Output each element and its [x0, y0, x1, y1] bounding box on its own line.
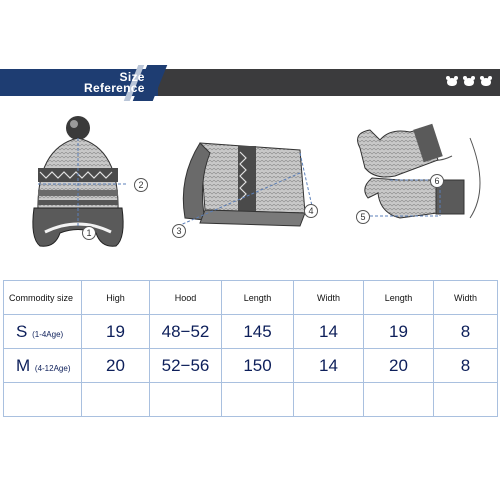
marker-hat-1: 1: [82, 226, 96, 240]
product-drawings: [0, 108, 500, 258]
table-header-row: [4, 281, 498, 315]
cell-scarf-width: 14: [294, 315, 364, 349]
header-scarf-width: Width: [294, 281, 364, 315]
cell-high: 20: [82, 349, 150, 383]
empty-cell: [434, 383, 498, 417]
size-table: [3, 280, 498, 417]
marker-mitten-6: 6: [430, 174, 444, 188]
marker-scarf-3: 3: [172, 224, 186, 238]
empty-cell: [364, 383, 434, 417]
bear-icon: [446, 76, 458, 86]
header-high: High: [82, 281, 150, 315]
empty-cell: [294, 383, 364, 417]
table-row: [4, 349, 498, 383]
size-reference-banner: [0, 69, 500, 96]
header-mitten-length: Length: [364, 281, 434, 315]
banner-title-line2: Reference: [84, 81, 145, 95]
empty-cell: [82, 383, 150, 417]
empty-cell: [222, 383, 294, 417]
cell-mitten-width: 8: [434, 349, 498, 383]
marker-mitten-5: 5: [356, 210, 370, 224]
cell-scarf-width: 14: [294, 349, 364, 383]
cell-hood: 52−56: [150, 349, 222, 383]
cell-scarf-length: 150: [222, 349, 294, 383]
banner-title-line1: Size: [119, 70, 145, 84]
empty-cell: [4, 383, 82, 417]
cell-mitten-length: 20: [364, 349, 434, 383]
header-scarf-length: Length: [222, 281, 294, 315]
size-code: S: [16, 321, 28, 341]
product-illustrations: [0, 108, 500, 258]
mittens-illustration: [358, 124, 480, 218]
header-hood: Hood: [150, 281, 222, 315]
empty-cell: [150, 383, 222, 417]
bear-icon: [463, 76, 475, 86]
scarf-illustration: [178, 143, 312, 226]
marker-scarf-4: 4: [304, 204, 318, 218]
size-code: M: [16, 355, 31, 375]
header-mitten-width: Width: [434, 281, 498, 315]
header-commodity-size: Commodity size: [4, 281, 82, 315]
marker-hat-2: 2: [134, 178, 148, 192]
age-range: (1-4Age): [32, 329, 64, 339]
cell-scarf-length: 145: [222, 315, 294, 349]
age-range: (4-12Age): [34, 363, 71, 373]
hat-illustration: [33, 116, 128, 246]
bear-icon: [480, 76, 492, 86]
table-empty-row: [4, 383, 498, 417]
row-size-label: [4, 315, 82, 349]
table-row: [4, 315, 498, 349]
row-size-label: [4, 349, 82, 383]
bear-icons: [446, 76, 492, 86]
cell-mitten-length: 19: [364, 315, 434, 349]
cell-high: 19: [82, 315, 150, 349]
banner-title: [84, 72, 145, 94]
cell-hood: 48−52: [150, 315, 222, 349]
cell-mitten-width: 8: [434, 315, 498, 349]
